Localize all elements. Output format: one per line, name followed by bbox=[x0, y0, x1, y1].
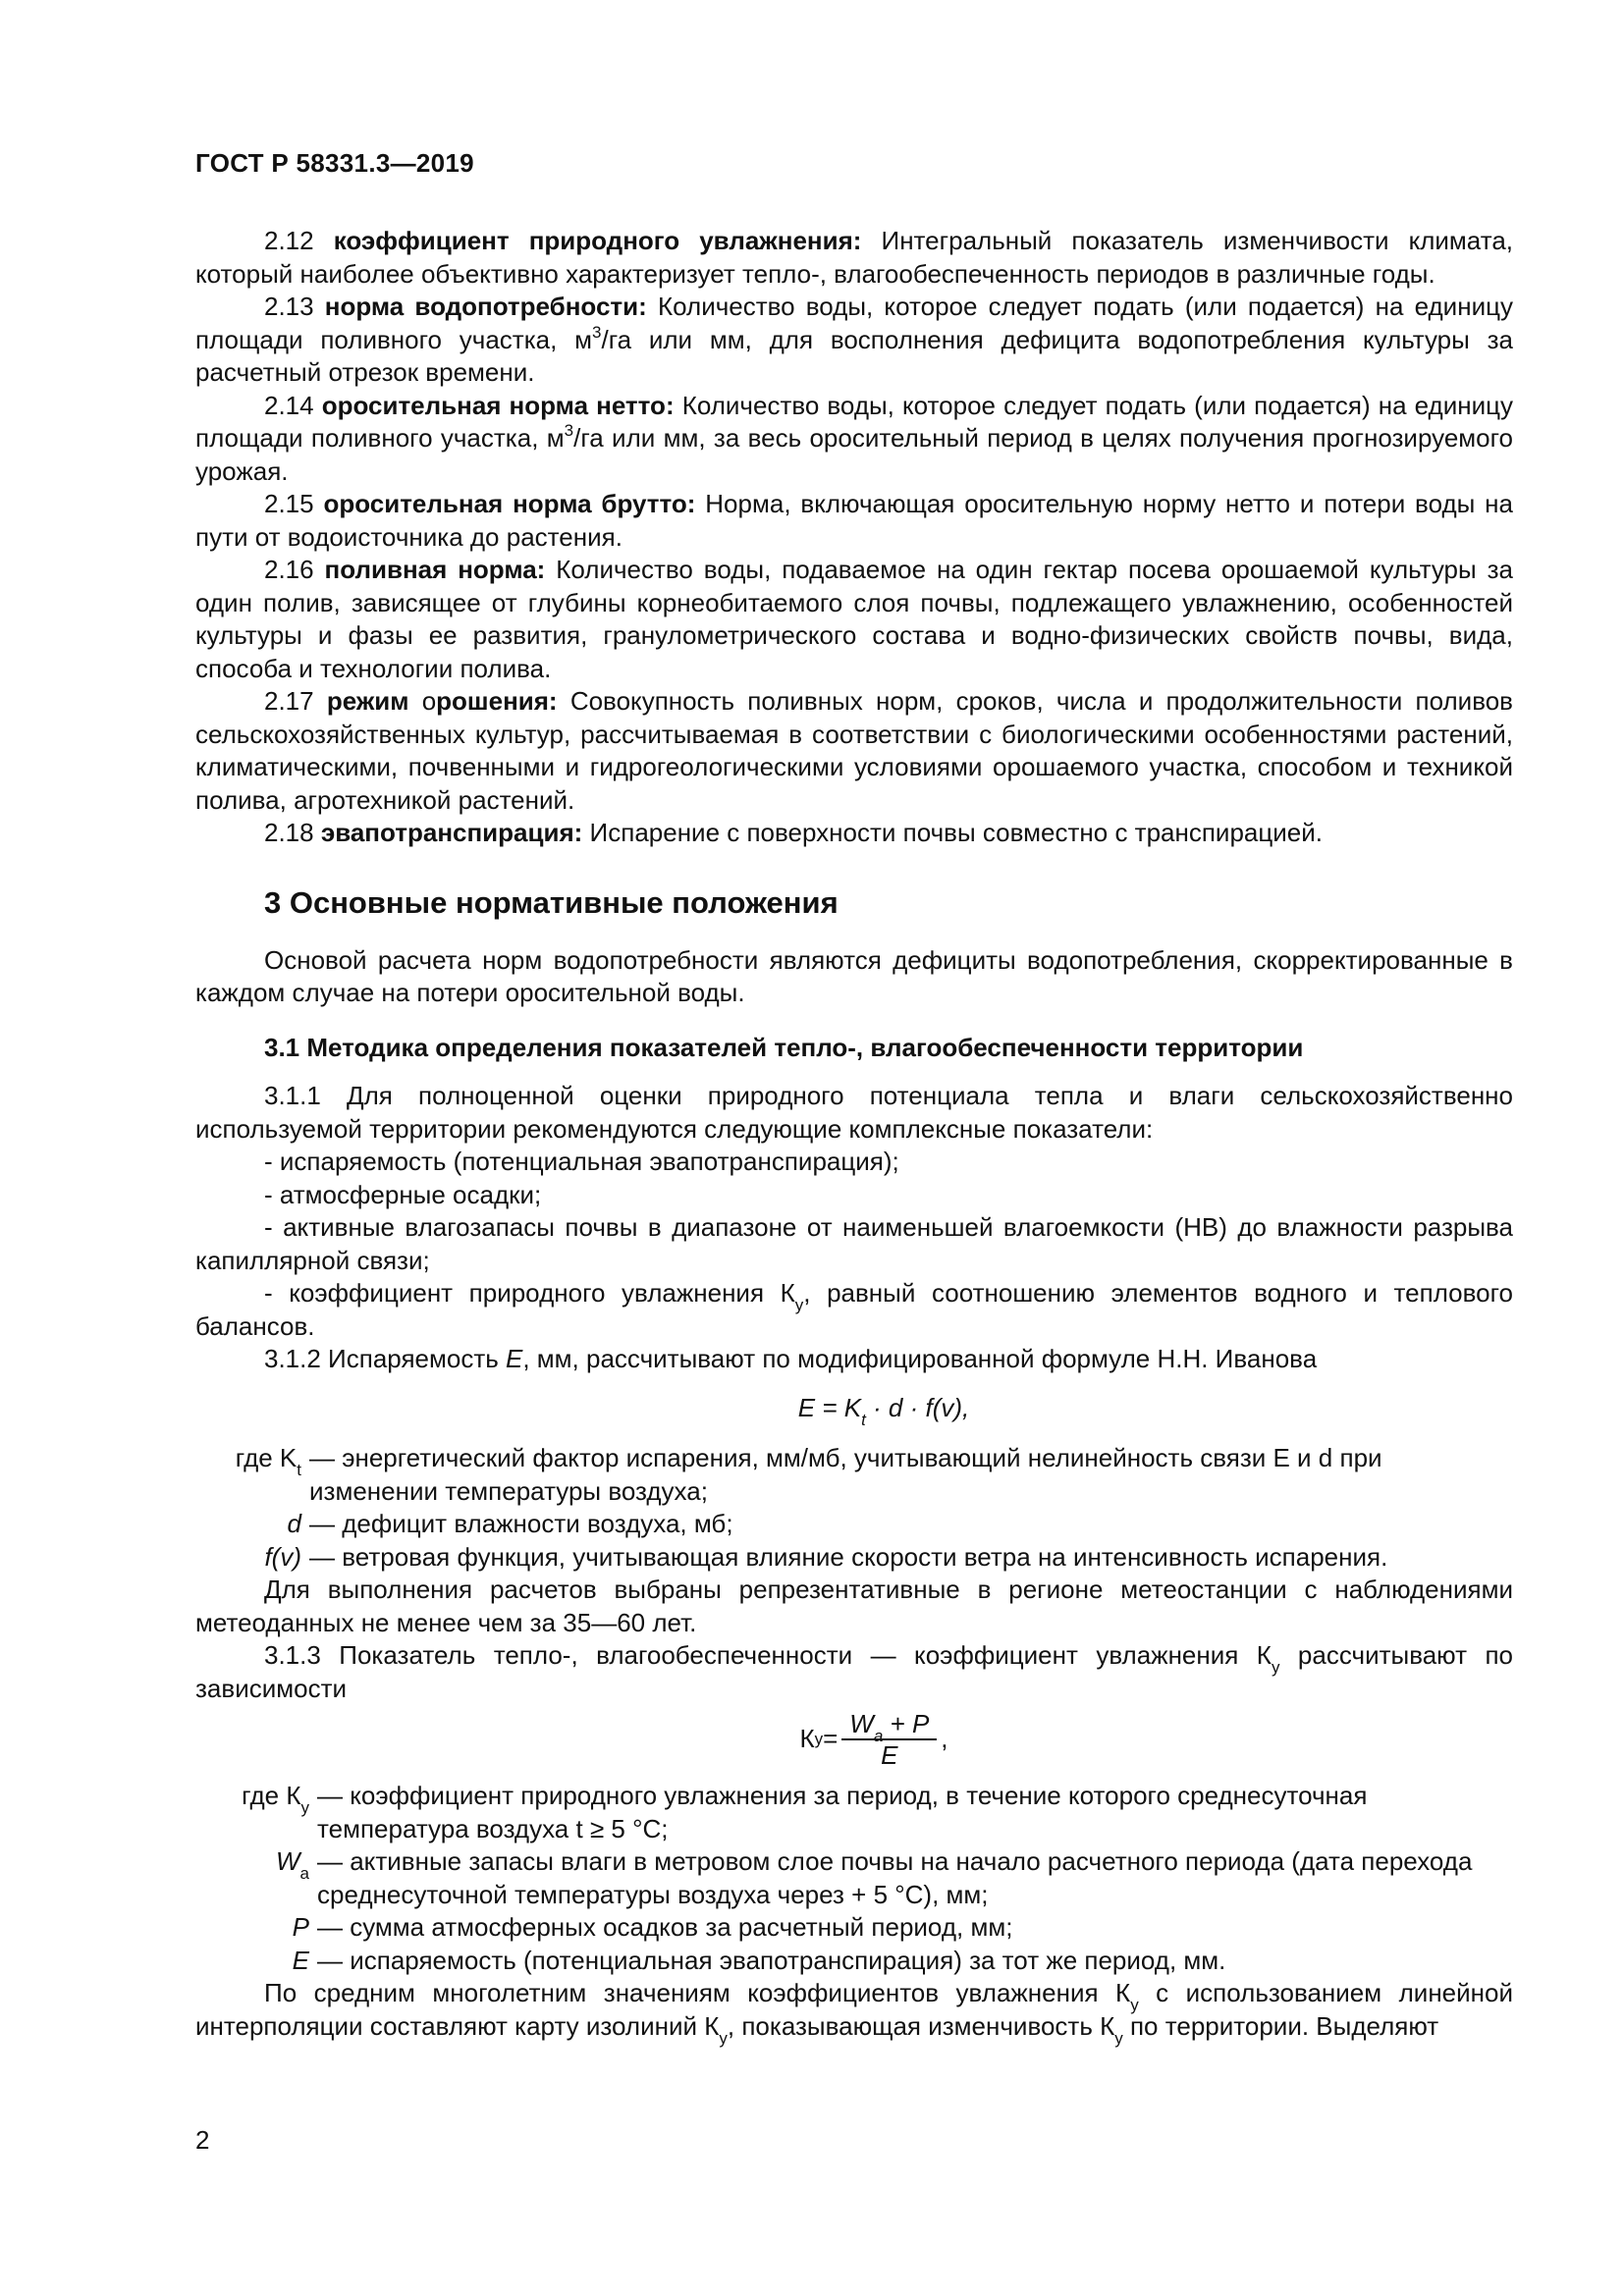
term-2-18: 2.18 эвапотранспирация: Испарение с поверхности почвы совместно с транспирацией. bbox=[264, 818, 1323, 847]
legend-symbol: P bbox=[292, 1912, 309, 1942]
legend-description: — энергетический фактор испарения, мм/мб, учитывающий нелинейность связи E и d при изменении температуры воздуха; bbox=[309, 1443, 1382, 1506]
fraction-denominator: E bbox=[881, 1740, 898, 1770]
list-item: - атмосферные осадки; bbox=[264, 1179, 542, 1209]
legend-symbol: d bbox=[287, 1509, 301, 1538]
formula-2-legend bbox=[195, 1780, 1513, 1977]
paragraph-3-1-2: 3.1.2 Испаряемость E, мм, рассчитывают по модифицированной формуле Н.Н. Иванова bbox=[264, 1344, 1318, 1373]
term-title: норма водопотребности: bbox=[324, 292, 647, 321]
paragraph-3-1-3: 3.1.3 Показатель тепло-, влагообеспеченности — коэффициент увлажнения $К_у$ рассчитывают по зависимости bbox=[195, 1640, 1513, 1703]
legend-symbol: где $K_t$ bbox=[235, 1443, 301, 1479]
document-body bbox=[195, 225, 1513, 2048]
legend-symbol: где $К_у$ bbox=[242, 1781, 309, 1817]
term-2-13: 2.13 норма водопотребности: Количество воды, которое следует подать (или подается) на единицу площади поливного участка, $м^3/га$ или мм, для восполнения дефицита водопотребления культуры за расчетный отрезок времени. bbox=[195, 292, 1513, 387]
term-2-17: 2.17 режим орошения: Совокупность поливных норм, сроков, числа и продолжительности поливов сельскохозяйственных культур, рассчитываемая в соответствии с биологическими особенностями растений, климатическими, почвенными и гидрогеологическими условиями орошаемого участка, способом и техникой полива, агротехникой растений. bbox=[195, 686, 1513, 815]
term-2-12: 2.12 коэффициент природного увлажнения: Интегральный показатель изменчивости климата, который наиболее объективно характеризует тепло-, влагообеспеченность периодов в различные годы. bbox=[195, 226, 1513, 289]
legend-symbol: $W_a$ bbox=[275, 1846, 309, 1883]
term-title: коэффициент природного увлажнения: bbox=[333, 226, 862, 255]
legend-description: — коэффициент природного увлажнения за период, в течение которого среднесуточная температура воздуха t ≥ 5 °С; bbox=[317, 1781, 1368, 1843]
legend-symbol: f(v) bbox=[264, 1541, 301, 1572]
formula-1-legend bbox=[195, 1442, 1513, 1574]
term-title: режим bbox=[326, 686, 409, 716]
term-2-16: 2.16 поливная норма: Количество воды, подаваемое на один гектар посева орошаемой культуры за один полив, зависящее от глубины корнеобитаемого слоя почвы, подлежащего увлажнению, особенностей культуры и фазы ее развития, гранулометрического состава и водно-физических свойств почвы, вида, способа и технологии полива. bbox=[195, 555, 1513, 683]
legend-description: — сумма атмосферных осадков за расчетный период, мм; bbox=[317, 1912, 1013, 1942]
document-header: ГОСТ Р 58331.3—2019 bbox=[195, 148, 474, 178]
legend-description: — испаряемость (потенциальная эвапотранспирация) за тот же период, мм. bbox=[317, 1945, 1226, 1975]
term-title: оросительная норма нетто: bbox=[321, 390, 675, 420]
page-number: 2 bbox=[195, 2125, 210, 2155]
list-item: - активные влагозапасы почвы в диапазоне от наименьшей влагоемкости (НВ) до влажности разрыва капиллярной связи; bbox=[195, 1212, 1513, 1275]
formula-evaporation: $E = K_t \cdot d \cdot f(v)$, bbox=[797, 1392, 970, 1429]
section-3-heading: 3 Основные нормативные положения bbox=[264, 884, 839, 920]
term-title: эвапотранспирация: bbox=[320, 818, 583, 847]
term-2-14: 2.14 оросительная норма нетто: Количество воды, которое следует подать (или подается) на единицу площади поливного участка, $м^3/га$ или мм, за весь оросительный период в целях получения прогнозируемого урожая. bbox=[195, 390, 1513, 486]
paragraph-stations: Для выполнения расчетов выбраны репрезентативные в регионе метеостанции с наблюдениями метеоданных не менее чем за 35—60 лет. bbox=[195, 1575, 1513, 1637]
paragraph-isolines: По средним многолетним значениям коэффициентов увлажнения $К_у$ с использованием линейной интерполяции составляют карту изолиний $К_у$, показывающая изменчивость $К_у$ по территории. Выделяют bbox=[195, 1978, 1513, 2048]
section-3-intro: Основой расчета норм водопотребности являются дефициты водопотребления, скорректированные в каждом случае на потери оросительной воды. bbox=[195, 944, 1513, 1007]
legend-description: — активные запасы влаги в метровом слое почвы на начало расчетного периода (дата перехода среднесуточной температуры воздуха через + 5 °С), мм; bbox=[317, 1846, 1473, 1909]
formula-moisture-coefficient: К у = $\frac{W_a + P}{E}$ , bbox=[799, 1709, 948, 1770]
term-title: поливная норма: bbox=[324, 555, 546, 584]
fraction-numerator: $W_a + P$ bbox=[841, 1709, 937, 1740]
term-title: оросительная норма брутто: bbox=[323, 489, 696, 518]
legend-description: — ветровая функция, учитывающая влияние скорости ветра на интенсивность испарения. bbox=[309, 1541, 1388, 1572]
term-2-15: 2.15 оросительная норма брутто: Норма, включающая оросительную норму нетто и потери воды на пути от водоисточника до растения. bbox=[195, 489, 1513, 552]
subsection-3-1-heading: 3.1 Методика определения показателей тепло-, влагообеспеченности территории bbox=[264, 1032, 1304, 1062]
fraction bbox=[841, 1709, 937, 1770]
legend-symbol: E bbox=[292, 1945, 309, 1975]
list-item: - испаряемость (потенциальная эвапотранспирация); bbox=[264, 1147, 899, 1176]
list-item: - коэффициент природного увлажнения $К_у$, равный соотношению элементов водного и теплового балансов. bbox=[195, 1278, 1513, 1341]
legend-description: — дефицит влажности воздуха, мб; bbox=[309, 1509, 733, 1538]
paragraph-3-1-1: 3.1.1 Для полноценной оценки природного потенциала тепла и влаги сельскохозяйственно используемой территории рекомендуются следующие комплексные показатели: bbox=[195, 1081, 1513, 1144]
